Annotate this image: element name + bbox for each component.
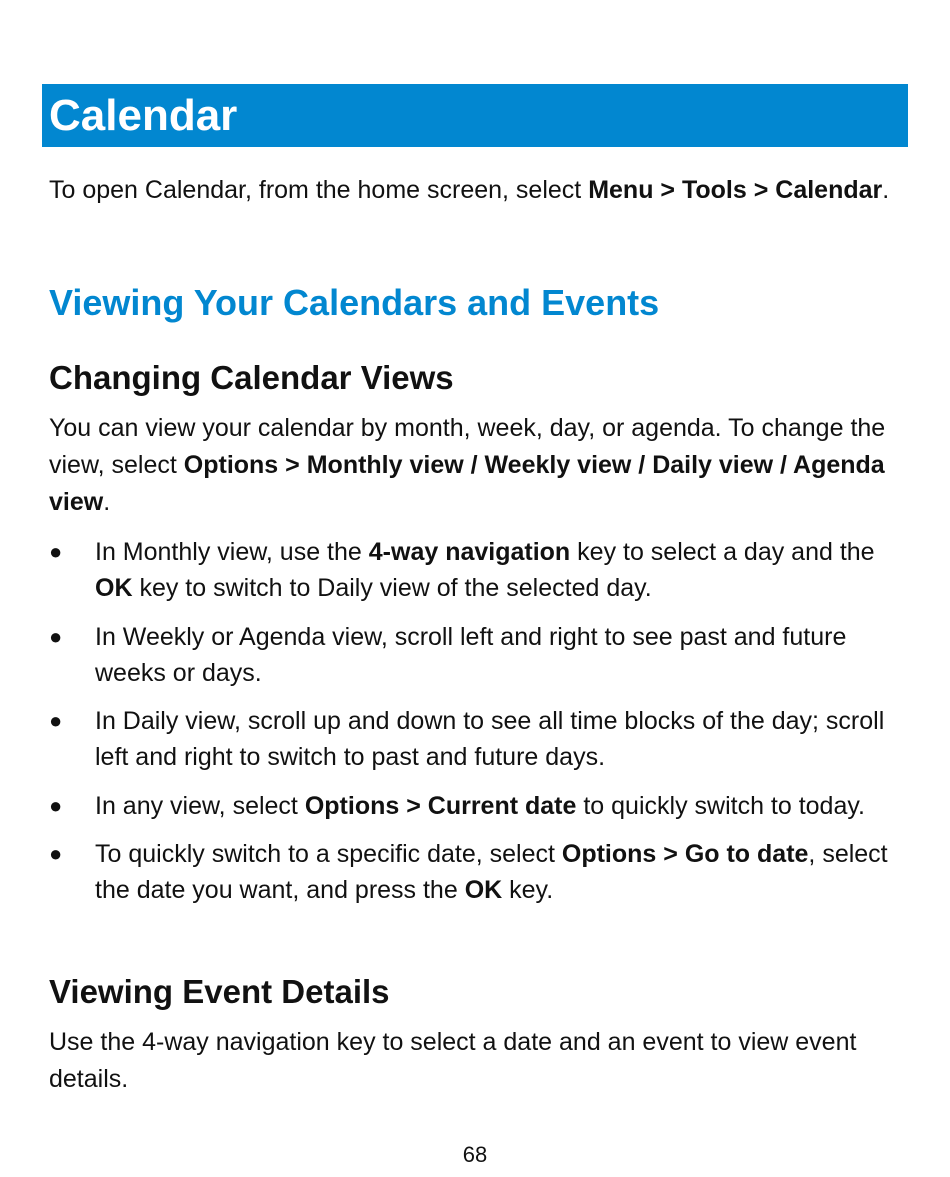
list-item: ● In Daily view, scroll up and down to see all time blocks of the day; scroll left and right to switch to past and future days.: [49, 703, 909, 775]
intro-paragraph: To open Calendar, from the home screen, select Menu > Tools > Calendar.: [49, 176, 890, 204]
page-number: 68: [462, 1142, 488, 1167]
bullet-icon: ●: [49, 792, 63, 818]
changing-views-paragraph: You can view your calendar by month, week, day, or agenda. To change the view, select Options > Monthly view / Weekly view / Daily view / Agenda view.: [49, 414, 886, 516]
bullet-icon: ●: [49, 539, 63, 564]
bullet-icon: ●: [49, 708, 63, 733]
view-tips-list: [49, 534, 909, 921]
bullet-icon: ●: [49, 841, 63, 866]
list-item: ● In Monthly view, use the 4-way navigation key to select a day and the OK key to switch to Daily view of the selected day.: [49, 534, 909, 606]
list-item: ● In Weekly or Agenda view, scroll left and right to see past and future weeks or days.: [49, 619, 909, 691]
changing-views-heading: Changing Calendar Views: [49, 359, 454, 396]
list-item: ● To quickly switch to a specific date, select Options > Go to date, select the date you want, and press the OK key.: [49, 836, 909, 908]
event-details-paragraph: Use the 4-way navigation key to select a date and an event to view event details.: [49, 1028, 857, 1093]
title-banner: [42, 84, 908, 147]
event-details-heading: Viewing Event Details: [49, 973, 390, 1010]
section-heading: Viewing Your Calendars and Events: [49, 282, 660, 323]
page-title: Calendar: [49, 91, 238, 140]
bullet-icon: ●: [49, 623, 63, 649]
list-item: ● In any view, select Options > Current date to quickly switch to today.: [49, 788, 909, 824]
